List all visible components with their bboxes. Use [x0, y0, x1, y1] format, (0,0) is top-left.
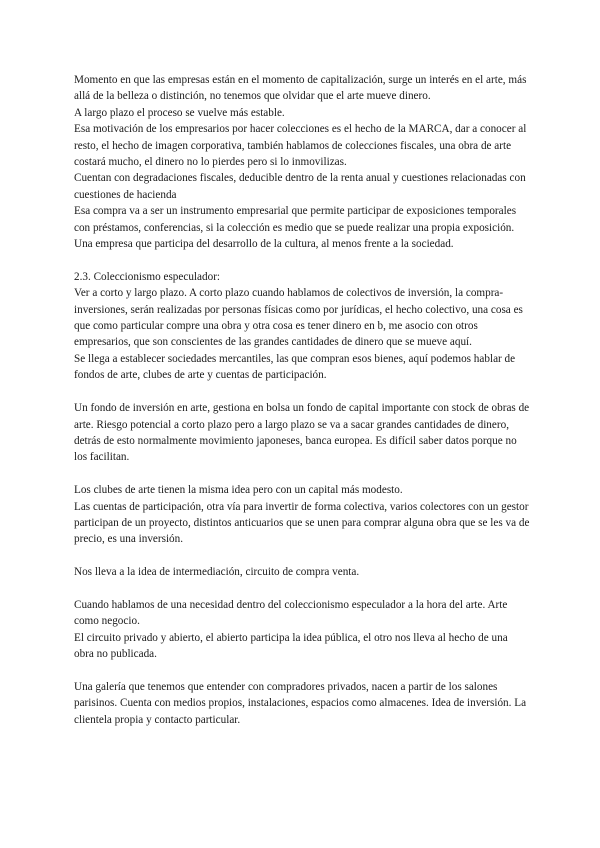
document-body	[74, 72, 530, 728]
paragraph-gap	[74, 663, 530, 679]
paragraph-gap	[74, 548, 530, 564]
paragraph: Esa compra va a ser un instrumento empresarial que permite participar de exposiciones temporales con préstamos, conferencias, si la colección es medio que se puede realizar una propia exposición.	[74, 205, 517, 234]
section-heading: 2.3. Coleccionismo especulador:	[74, 270, 221, 283]
paragraph: El circuito privado y abierto, el abierto participa la idea pública, el otro nos lleva al hecho de una obra no publicada.	[74, 631, 508, 661]
paragraph: Una galería que tenemos que entender con compradores privados, nacen a partir de los salones parisinos. Cuenta con medios propios, instalaciones, espacios como almacenes. Idea de inversión. La clientela propia y contacto particular.	[74, 680, 527, 726]
paragraph: Ver a corto y largo plazo. A corto plazo cuando hablamos de colectivos de inversión, la compra-inversiones, serán realizadas por personas físicas como por jurídicas, el hecho colectivo, una cosa es que como particular compre una obra y otra cosa es tener dinero en b, me asocio con otros empresarios, que son conscientes de las grandes cantidades de dinero que se mueve aquí.	[74, 287, 523, 349]
paragraph-gap	[74, 581, 530, 597]
paragraph: Un fondo de inversión en arte, gestiona en bolsa un fondo de capital importante con stock de obras de arte. Riesgo potencial a corto plazo pero a largo plazo se va a sacar grandes cantidades de dinero, detrás de esto normalmente movimiento japoneses, banca europea. Es difícil saber datos porque no los facilitan.	[74, 402, 530, 464]
paragraph: A largo plazo el proceso se vuelve más estable.	[74, 106, 285, 119]
paragraph: Una empresa que participa del desarrollo de la cultura, al menos frente a la sociedad.	[74, 238, 454, 251]
paragraph: Momento en que las empresas están en el momento de capitalización, surge un interés en el arte, más allá de la belleza o distinción, no tenemos que olvidar que el arte mueve dinero.	[74, 74, 527, 103]
paragraph: Nos lleva a la idea de intermediación, circuito de compra venta.	[74, 566, 360, 579]
paragraph-gap	[74, 384, 530, 400]
paragraph: Cuentan con degradaciones fiscales, deducible dentro de la renta anual y cuestiones relacionadas con cuestiones de hacienda	[74, 172, 526, 201]
paragraph-gap	[74, 466, 530, 482]
paragraph: Cuando hablamos de una necesidad dentro del coleccionismo especulador a la hora del arte. Arte como negocio.	[74, 598, 508, 628]
paragraph: Se llega a establecer sociedades mercantiles, las que compran esos bienes, aquí podemos hablar de fondos de arte, clubes de arte y cuentas de participación.	[74, 352, 516, 382]
paragraph-gap	[74, 252, 530, 268]
paragraph: Esa motivación de los empresarios por hacer colecciones es el hecho de la MARCA, dar a conocer al resto, el hecho de imagen corporativa, también hablamos de colecciones fiscales, una obra de arte costará mucho, el dinero no lo pierdes pero si lo inmovilizas.	[74, 123, 527, 169]
paragraph: Los clubes de arte tienen la misma idea pero con un capital más modesto.	[74, 484, 403, 497]
paragraph: Las cuentas de participación, otra vía para invertir de forma colectiva, varios colectores con un gestor participan de un proyecto, distintos anticuarios que se unen para comprar alguna obra que se les va de precio, es una inversión.	[74, 500, 530, 546]
